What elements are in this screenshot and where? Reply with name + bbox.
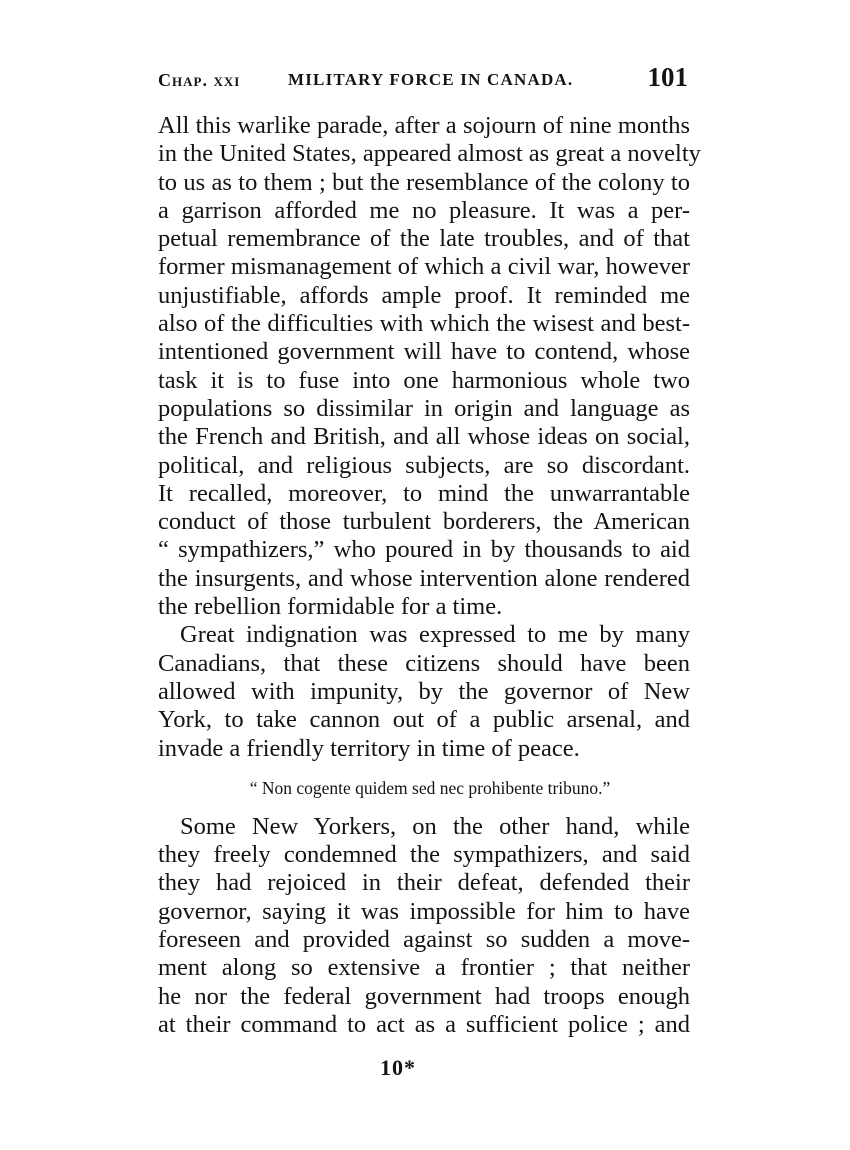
text-line: Some New Yorkers, on the other hand, while (180, 812, 690, 840)
text-line: task it is to fuse into one harmonious whole two (158, 366, 690, 394)
text-line: at their command to act as a sufficient police ; and (158, 1010, 690, 1038)
text-line: invade a friendly territory in time of peace. (158, 734, 580, 762)
paragraph-1 (158, 112, 701, 621)
text-line: they freely condemned the sympathizers, and said (158, 841, 690, 869)
text-line: conduct of those turbulent borderers, the American (158, 508, 690, 536)
paragraph-3 (158, 813, 690, 1039)
text-line: Canadians, that these citizens should have been (158, 649, 690, 677)
latin-quotation: “ Non cogente quidem sed nec prohibente tribuno.” (249, 777, 611, 798)
running-head (158, 58, 688, 98)
text-line: allowed with impunity, by the governor of New (158, 677, 690, 705)
text-line: foreseen and provided against so sudden a move- (158, 926, 690, 954)
page-number: 101 (647, 62, 688, 92)
text-line: petual remembrance of the late troubles, and of that (158, 225, 690, 253)
text-line: York, to take cannon out of a public arsenal, and (158, 706, 690, 734)
text-line: also of the difficulties with which the wisest and best- (158, 310, 690, 338)
text-line: he nor the federal government had troops enough (158, 982, 690, 1010)
text-line: Great indignation was expressed to me by many (180, 621, 690, 649)
text-line: governor, saying it was impossible for him to have (158, 897, 690, 925)
text-line: It recalled, moreover, to mind the unwarrantable (158, 479, 690, 507)
text-line: in the United States, appeared almost as great a novelty (158, 140, 701, 168)
text-line: intentioned government will have to contend, whose (158, 338, 690, 366)
chapter-label: Chap. xxi (158, 70, 241, 90)
text-line: to us as to them ; but the resemblance of the colony to (158, 168, 690, 196)
text-line: the insurgents, and whose intervention alone rendered (158, 564, 690, 592)
text-line: a garrison afforded me no pleasure. It was a per- (158, 196, 690, 224)
paragraph-2 (158, 621, 690, 762)
text-line: political, and religious subjects, are so discordant. (158, 451, 690, 479)
body-text (158, 112, 701, 1039)
text-line: populations so dissimilar in origin and language as (158, 394, 690, 422)
text-line: “ sympathizers,” who poured in by thousands to aid (158, 536, 690, 564)
text-line: they had rejoiced in their defeat, defended their (158, 869, 690, 897)
text-line: unjustifiable, affords ample proof. It reminded me (158, 281, 690, 309)
text-line: former mismanagement of which a civil war, however (158, 253, 690, 281)
signature-mark: 10* (380, 1055, 416, 1080)
text-line: ment along so extensive a frontier ; that neither (158, 954, 690, 982)
running-title: MILITARY FORCE IN CANADA. (288, 70, 574, 89)
text-line: the French and British, and all whose ideas on social, (158, 423, 690, 451)
text-line: the rebellion formidable for a time. (158, 593, 503, 621)
text-line: All this warlike parade, after a sojourn of nine months (158, 112, 690, 139)
